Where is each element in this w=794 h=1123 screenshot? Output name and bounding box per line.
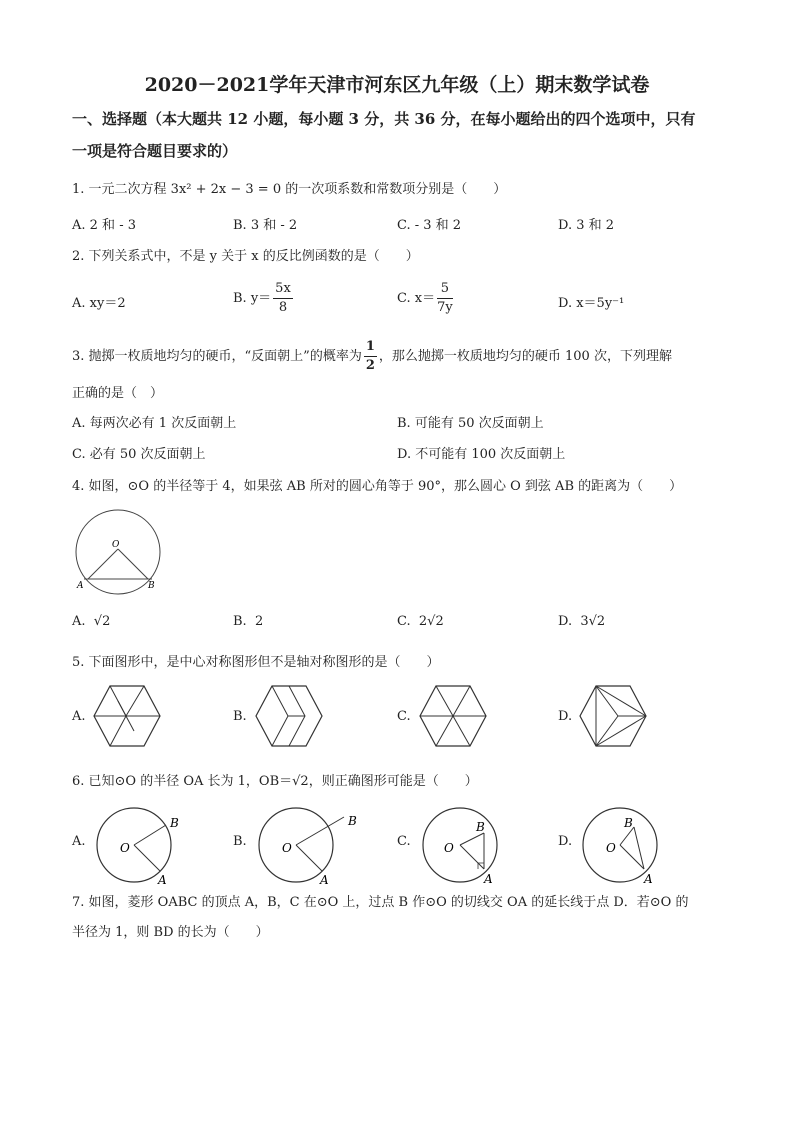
q1-option-c: C. - 3 和 2	[397, 218, 462, 233]
q3-stem-post: ，那么抛掷一枚质地均匀的硬币 100 次，下列理解	[378, 349, 672, 364]
q4-option-a	[72, 614, 110, 629]
q2-b-numerator: 5x	[273, 280, 293, 299]
q5-hexagon-c	[418, 684, 488, 748]
q6a-label-b: B	[170, 816, 179, 830]
q3-stem-pre: 3. 抛掷一枚质地均匀的硬币，“反面朝上”的概率为	[72, 349, 362, 364]
q6-figure-a	[94, 803, 194, 887]
q3-frac-numerator: 1	[364, 338, 377, 357]
q2-c-numerator: 5	[437, 280, 453, 299]
q1-stem: 1. 一元二次方程 3x² + 2x − 3 = 0 的一次项系数和常数项分别是（ ）	[72, 182, 507, 197]
q6-option-d-letter: D.	[558, 834, 573, 849]
q6-stem: 6. 已知⊙O 的半径 OA 长为 1，OB＝√2，则正确图形可能是（ ）	[72, 774, 478, 789]
q3-stem-line2: 正确的是（ ）	[72, 386, 164, 401]
q6-option-b-letter: B.	[233, 834, 247, 849]
q4-stem: 4. 如图，⊙O 的半径等于 4，如果弦 AB 所对的圆心角等于 90°，那么圆心 O 到弦 AB 的距离为（ ）	[72, 479, 683, 494]
q4-option-d	[558, 614, 605, 629]
q4-label-a: A	[77, 581, 84, 591]
q4-option-a-letter: A.	[72, 614, 86, 629]
q6c-label-o: O	[444, 841, 454, 855]
q5-option-c-letter: C.	[397, 709, 411, 724]
q5-stem: 5. 下面图形中，是中心对称图形但不是轴对称图形的是（ ）	[72, 655, 440, 670]
q1-option-a: A. 2 和 - 3	[72, 218, 136, 233]
section-heading-line2: 一项是符合题目要求的）	[72, 142, 238, 160]
q6a-label-a: A	[158, 873, 167, 887]
q3-stem-line1	[72, 338, 672, 375]
q4-option-d-letter: D.	[558, 614, 573, 629]
q3-option-a: A. 每两次必有 1 次反面朝上	[72, 416, 237, 431]
q4-option-a-value: √2	[93, 614, 111, 629]
q6d-label-o: O	[606, 841, 616, 855]
q2-option-b-fraction	[273, 280, 293, 317]
q2-option-d: D. x＝5y⁻¹	[558, 296, 625, 311]
q3-option-c: C. 必有 50 次反面朝上	[72, 447, 206, 462]
q3-option-b: B. 可能有 50 次反面朝上	[397, 416, 544, 431]
q6a-label-o: O	[120, 841, 130, 855]
q5-hexagon-b	[254, 684, 324, 748]
q1-option-b: B. 3 和 - 2	[233, 218, 298, 233]
q5-option-a-letter: A.	[72, 709, 86, 724]
q2-stem: 2. 下列关系式中，不是 y 关于 x 的反比例函数的是（ ）	[72, 249, 419, 264]
q3-probability-fraction	[364, 338, 377, 375]
q4-option-c	[397, 614, 444, 629]
q7-stem-line2: 半径为 1，则 BD 的长为（ ）	[72, 925, 269, 940]
q6b-label-o: O	[282, 841, 292, 855]
q6-figure-c	[420, 803, 520, 887]
q4-radius-oa	[88, 549, 118, 579]
page-title: 2020－2021学年天津市河东区九年级（上）期末数学试卷	[144, 74, 650, 96]
q6-figure-b	[256, 803, 366, 887]
q6c-label-b: B	[476, 820, 485, 834]
q4-option-c-value: 2√2	[418, 614, 444, 629]
q6b-label-b: B	[348, 814, 357, 828]
q4-option-d-value: 3√2	[580, 614, 606, 629]
q4-label-o: O	[112, 540, 120, 550]
q5-option-b-letter: B.	[233, 709, 247, 724]
section-heading-line1: 一、选择题（本大题共 12 小题，每小题 3 分，共 36 分，在每小题给出的四个选项中，只有	[72, 110, 696, 128]
q7-stem-line1: 7. 如图，菱形 OABC 的顶点 A，B，C 在⊙O 上，过点 B 作⊙O 的切线交 OA 的延长线于点 D．若⊙O 的	[72, 895, 689, 910]
q5-hexagon-a	[92, 684, 162, 748]
q6c-label-a: A	[484, 872, 493, 886]
q6-option-a-letter: A.	[72, 834, 86, 849]
q5-option-d-letter: D.	[558, 709, 573, 724]
q2-option-c-fraction	[437, 280, 453, 317]
q1-option-d: D. 3 和 2	[558, 218, 615, 233]
q6d-label-a: A	[644, 872, 653, 886]
q5-hexagon-d	[578, 684, 648, 748]
q4-option-b-letter: B.	[233, 614, 247, 629]
q2-option-c-prefix: C. x＝	[397, 291, 436, 306]
q4-option-c-letter: C.	[397, 614, 411, 629]
q2-option-b	[233, 280, 295, 317]
q3-frac-denominator: 2	[365, 358, 375, 373]
q4-option-b	[233, 614, 263, 629]
q4-circle-figure	[70, 507, 170, 597]
q2-c-denominator: 7y	[437, 300, 453, 315]
q2-option-c	[397, 280, 455, 317]
q2-b-denominator: 8	[278, 300, 288, 315]
q2-option-b-prefix: B. y＝	[233, 291, 272, 306]
q6d-label-b: B	[624, 816, 633, 830]
q6b-label-a: A	[320, 873, 329, 887]
q4-label-b: B	[148, 581, 155, 591]
q3-option-d: D. 不可能有 100 次反面朝上	[397, 447, 566, 462]
q4-option-b-value: 2	[254, 614, 264, 629]
q6-figure-d	[580, 803, 680, 887]
q6-option-c-letter: C.	[397, 834, 411, 849]
q4-radius-ob	[118, 549, 148, 579]
q2-option-a: A. xy＝2	[72, 296, 126, 311]
